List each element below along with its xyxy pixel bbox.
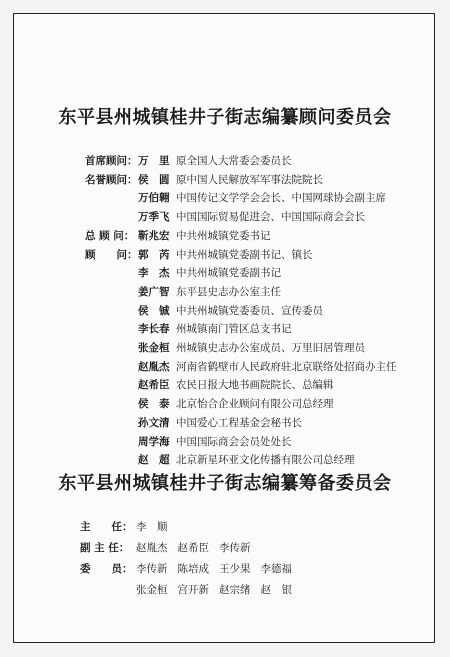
- advisor-row: [0, 377, 450, 393]
- preparatory-member-name: 张金桓: [136, 584, 168, 596]
- preparatory-member-name: 王少果: [219, 563, 251, 575]
- preparatory-member-name: 赵希臣: [177, 542, 209, 554]
- advisor-name: 侯 铖: [138, 304, 170, 317]
- preparatory-member-name: 李传新: [136, 563, 168, 575]
- advisor-position: 原全国人大常委会委员长: [176, 155, 292, 167]
- preparatory-member-name: 赵 银: [260, 584, 292, 596]
- advisor-position: 农民日报大地书画院院长、总编辑: [176, 379, 334, 392]
- advisor-name: 侯 圆: [138, 173, 170, 186]
- advisor-role: 顾 问：: [85, 248, 138, 261]
- advisor-row: [0, 209, 450, 225]
- preparatory-names: [136, 540, 261, 556]
- preparatory-committee-title: 东平县州城镇桂井子街志编纂筹备委员会: [58, 473, 392, 494]
- advisor-name: 李 杰: [138, 267, 170, 280]
- advisor-position: 河南省鹤壁市人民政府驻北京联络处招商办主任: [176, 360, 397, 373]
- advisor-position: 中共州城镇党委副书记、镇长: [176, 248, 313, 261]
- advisor-row: [0, 340, 450, 356]
- advisor-row: [0, 452, 450, 468]
- advisor-position: 北京怡合企业顾问有限公司总经理: [176, 398, 334, 411]
- advisor-row: [0, 153, 450, 169]
- preparatory-member-name: 李 顺: [136, 521, 168, 533]
- advisor-row: [0, 228, 450, 244]
- preparatory-names: [136, 519, 178, 535]
- advisor-position: 中国传记文学学会会长、中国网球协会副主席: [176, 192, 386, 205]
- advisor-role: 首席顾问：: [85, 155, 138, 167]
- advisor-name: 赵希臣: [138, 379, 170, 392]
- advisor-name: 万季飞: [138, 211, 170, 224]
- advisor-role: 总 顾 问：: [85, 229, 135, 242]
- advisor-name: 孙文清: [138, 416, 170, 429]
- advisor-name: 赵胤杰: [138, 360, 170, 373]
- preparatory-role: 副 主 任：: [80, 542, 130, 554]
- advisor-position: 北京新星环亚文化传播有限公司总经理: [176, 454, 355, 467]
- advisor-position: 中国国际贸易促进会、中国国际商会会长: [176, 211, 365, 224]
- advisor-role: 名誉顾问：: [85, 173, 138, 186]
- advisor-name: 周学海: [138, 435, 170, 448]
- advisor-name: 赵 超: [138, 454, 170, 467]
- advisor-position: 中国爱心工程基金会秘书长: [176, 416, 302, 429]
- advisor-row: [0, 396, 450, 412]
- advisor-name: 姜广智: [138, 285, 170, 298]
- preparatory-member-name: 赵宗绪: [219, 584, 251, 596]
- advisor-row: [0, 415, 450, 431]
- advisor-row: [0, 284, 450, 300]
- preparatory-member-name: 宫开新: [177, 584, 209, 596]
- advisor-name: 侯 泰: [138, 398, 170, 411]
- advisor-row: [0, 434, 450, 450]
- advisor-name: 郭 芮: [138, 248, 170, 261]
- advisor-row: [0, 359, 450, 375]
- advisor-position: 州城镇南门管区总支书记: [176, 323, 292, 336]
- advisor-name: 万 里: [138, 155, 170, 167]
- preparatory-member-name: 李传新: [219, 542, 251, 554]
- advisor-position: 州城镇史志办公室成员、万里旧居管理员: [176, 342, 365, 354]
- advisor-position: 中国国际商会会员处处长: [176, 435, 292, 448]
- advisor-row: [0, 247, 450, 263]
- preparatory-member-name: 赵胤杰: [136, 542, 168, 554]
- advisor-position: 东平县史志办公室主任: [176, 285, 281, 298]
- advisor-row: [0, 190, 450, 206]
- advisory-committee-title: 东平县州城镇桂井子街志编纂顾问委员会: [58, 107, 392, 128]
- advisor-row: [0, 321, 450, 337]
- advisor-position: 中共州城镇党委书记: [176, 229, 271, 242]
- preparatory-role: 委 员：: [80, 563, 133, 575]
- advisor-name: 万伯翱: [138, 192, 170, 205]
- advisor-name: 张金桓: [138, 342, 170, 354]
- advisor-name: 李长春: [138, 323, 170, 336]
- advisor-row: [0, 303, 450, 319]
- advisor-row: [0, 265, 450, 281]
- preparatory-names: [136, 582, 302, 598]
- advisor-position: 中共州城镇党委副书记: [176, 267, 281, 280]
- advisor-position: 中共州城镇党委委员、宣传委员: [176, 304, 323, 317]
- advisor-name: 靳兆宏: [138, 229, 170, 242]
- preparatory-member-name: 陈培成: [177, 563, 209, 575]
- preparatory-names: [136, 561, 302, 577]
- advisor-row: [0, 172, 450, 188]
- advisor-position: 原中国人民解放军军事法院院长: [176, 173, 323, 186]
- preparatory-member-name: 李德福: [260, 563, 292, 575]
- preparatory-role: 主 任：: [80, 521, 133, 533]
